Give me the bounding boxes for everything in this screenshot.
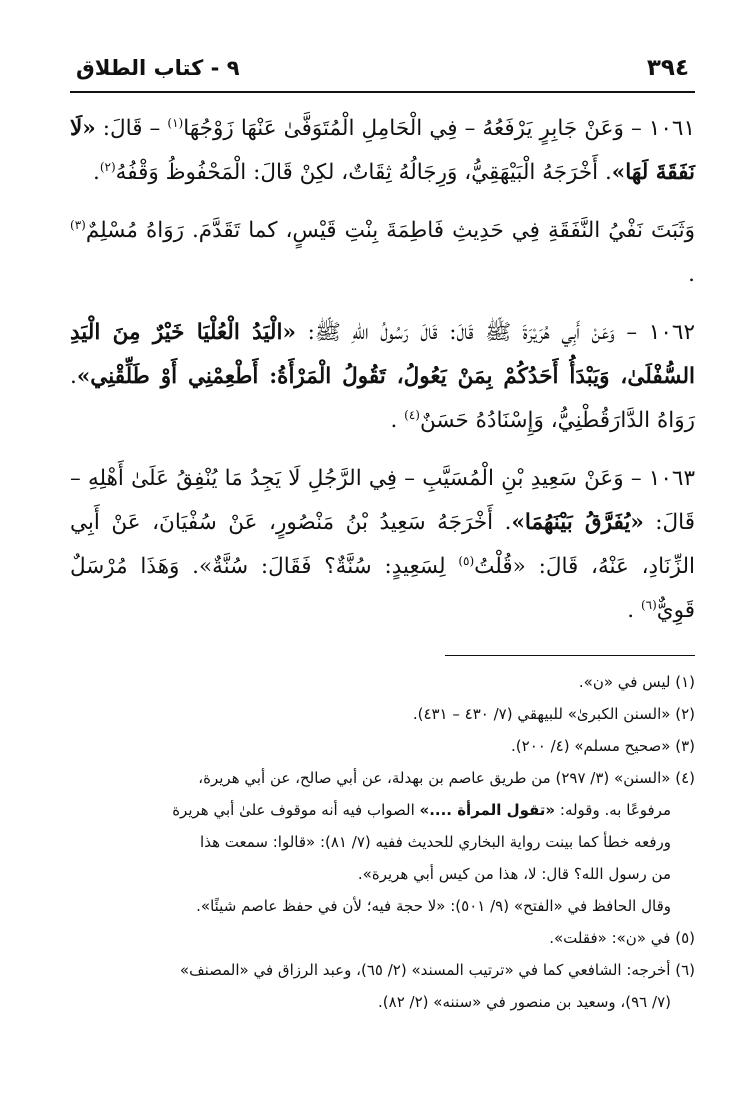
footnote-1: (١) ليس في «ن». — [578, 673, 695, 691]
footnote-text: الصواب فيه أنه موقوف علىٰ أبي هريرة — [172, 801, 420, 819]
footnote-ref: (٥) — [458, 553, 475, 568]
hadith-1061 — [70, 107, 695, 195]
hadith-quote: «يُفَرَّقُ بَيْنَهُمَا» — [511, 510, 644, 535]
note-paragraph — [70, 209, 695, 297]
footnote-line: (٧/ ٩٦)، وسعيد بن منصور في «سننه» (٢/ ٨٢). — [378, 993, 671, 1011]
page-number: ٣٩٤ — [646, 55, 689, 81]
footnote-5: (٥) في «ن»: «فقلت». — [549, 929, 695, 947]
page-header — [70, 55, 695, 93]
footnote-4 — [70, 762, 695, 922]
footnote-ref: (٦) — [640, 597, 657, 612]
footnote-ref: (٢) — [99, 159, 116, 174]
footnote-ref: (١) — [167, 115, 184, 130]
footnote-line: من رسول الله؟ قال: لا، هذا من كيس أبي هريرة». — [357, 865, 671, 883]
chapter-title: ٩ - كتاب الطلاق — [76, 56, 240, 80]
note-text: . — [688, 262, 695, 287]
footnote-2: (٢) «السنن الكبرىٰ» للبيهقي (٧/ ٤٣٠ – ٤٣١). — [412, 705, 695, 723]
hadith-text: . أَخْرَجَهُ الْبَيْهَقِيُّ، وَرِجَالُهُ ثِقَاتٌ، لكِنْ قَالَ: الْمَحْفُوظُ وَقْفُهُ — [115, 160, 612, 185]
footnotes — [70, 666, 695, 1018]
hadith-1062 — [70, 311, 695, 443]
hadith-quote: «الْيَدُ الْعُلْيَا خَيْرٌ مِنَ الْيَدِ السُّفْلَىٰ، وَيَبْدَأُ أَحَدُكُمْ بِمَنْ يَعُولُ، تَقُولُ الْمَرْأَةُ: أَطْعِمْنِي أَوْ طَلِّقْنِي» — [70, 320, 695, 389]
hadith-text: . رَوَاهُ الدَّارَقُطْنِيُّ، وَإِسْنَادُهُ حَسَنٌ — [70, 364, 695, 433]
footnote-text: مرفوعًا به. وقوله: — [555, 801, 671, 819]
main-text — [70, 107, 695, 633]
hadith-text: . — [93, 160, 100, 185]
footnote-line: ورفعه خطأ كما بينت رواية البخاري للحديث ففيه (٧/ ٨١): «قالوا: سمعت هذا — [200, 833, 671, 851]
footnote-ref: (٣) — [70, 217, 86, 232]
hadith-text: . أَخْرَجَهُ سَعِيدُ بْنُ مَنْصُورٍ، عَنْ سُفْيَانَ، عَنْ أَبِي الزِّنَادِ، عَنْهُ، قَالَ: «قُلْتُ — [70, 510, 696, 579]
footnote-separator — [445, 655, 695, 656]
footnote-3: (٣) «صحيح مسلم» (٤/ ٢٠٠). — [511, 737, 695, 755]
footnote-line: وقال الحافظ في «الفتح» (٩/ ٥٠١): «لا حجة فيه؛ لأن في حفظ عاصم شيئًا». — [196, 897, 671, 915]
hadith-text: ١٠٦٣ – وَعَنْ سَعِيدِ بْنِ الْمُسَيَّبِ – فِي الرَّجُلِ لَا يَجِدُ مَا يُنْفِقُ عَلَىٰ أَهْلِهِ – قَالَ: — [70, 466, 695, 535]
hadith-text: ١٠٦١ – وَعَنْ جَابِرٍ يَرْفَعُهُ – فِي الْحَامِلِ الْمُتَوَفَّىٰ عَنْهَا زَوْجُهَا — [183, 116, 695, 141]
footnote-quote: «تقول المرأة ....» — [419, 801, 556, 819]
hadith-text: – قَالَ: — [95, 116, 168, 141]
footnote-line — [70, 794, 671, 826]
hadith-text: . — [627, 598, 641, 623]
hadith-text: . — [390, 408, 405, 433]
footnote-line: (٦) أخرجه: الشافعي كما في «ترتيب المسند» (٢/ ٦٥)، وعبد الرزاق في «المصنف» — [179, 961, 695, 979]
hadith-text: لِسَعِيدٍ: سُنَّةٌ؟ فَقَالَ: سُنَّةٌ». وَهَذَا مُرْسَلٌ قَوِيٌّ — [70, 554, 695, 623]
note-text: وَثَبَتَ نَفْيُ النَّفَقَةِ فِي حَدِيثِ فَاطِمَةَ بِنْتِ قَيْسٍ، كما تَقَدَّمَ. رَوَاهُ مُسْلِمٌ — [85, 218, 695, 243]
footnote-ref: (٤) — [404, 407, 420, 422]
footnote-6 — [70, 954, 695, 1018]
book-page — [70, 55, 695, 1018]
footnote-line: (٤) «السنن» (٣/ ٢٩٧) من طريق عاصم بن بهدلة، عن أبي صالح، عن أبي هريرة، — [198, 769, 695, 787]
hadith-1063 — [70, 457, 695, 633]
hadith-text: ١٠٦٢ – وَعَنْ أَبِي هُرَيْرَةَ ﷺ قَالَ: قَالَ رَسُولُ اللّهِ ﷺ: — [295, 320, 695, 345]
hadith-quote: «لَا نَفَقَةَ لَهَا» — [70, 116, 695, 185]
